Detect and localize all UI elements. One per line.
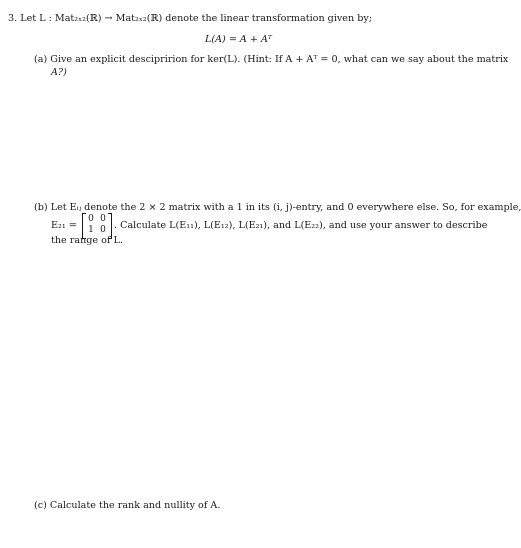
part-b-lhs: E₂₁ = — [51, 220, 77, 231]
part-a-text-1: Give an explicit descipririon for ker(L). (Hint: If A + Aᵀ = 0, what can we say about the matrix — [50, 54, 509, 65]
part-c-text: Calculate the rank and nullity of A. — [49, 500, 221, 511]
problem-number: 3. — [8, 13, 18, 24]
part-a-text-2: A?) — [51, 67, 67, 78]
matrix-cell-r1c2: 0 — [100, 214, 106, 224]
part-a-line-1 — [34, 54, 508, 66]
part-b-text-3: the range of L. — [51, 235, 123, 246]
matrix-cell-r2c1: 1 — [88, 225, 94, 235]
part-c — [34, 500, 220, 512]
part-b-label: (b) — [34, 202, 48, 213]
part-a-label: (a) — [34, 54, 48, 65]
transformation-equation: L(A) = A + Aᵀ — [205, 34, 272, 45]
problem-intro-text: Let L : Mat₂ₓ₂(ℝ) → Mat₂ₓ₂(ℝ) denote the linear transformation given by; — [20, 13, 373, 24]
part-c-label: (c) — [34, 500, 47, 511]
matrix-cell-r1c1: 0 — [88, 214, 94, 224]
part-b-text-2: . Calculate L(E₁₁), L(E₁₂), L(E₂₁), and L(E₂₂), and use your answer to describe — [114, 220, 488, 231]
matrix-cell-r2c2: 0 — [100, 225, 106, 235]
problem-intro — [8, 13, 372, 25]
part-b-text-1: Let Eᵢⱼ denote the 2 × 2 matrix with a 1 in its (i, j)-entry, and 0 everywhere else. So, for example, — [50, 202, 521, 213]
